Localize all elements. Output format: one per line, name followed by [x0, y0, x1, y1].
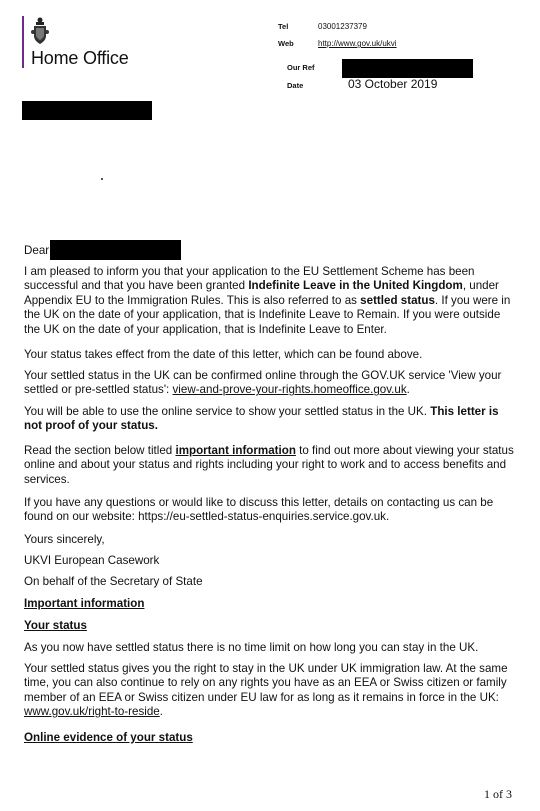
p5-text: Read the section below titled [24, 444, 176, 457]
view-prove-rights-link[interactable]: view-and-prove-your-rights.homeoffice.gov.uk [172, 383, 407, 397]
tel-label: Tel [278, 22, 289, 31]
p3-text: Your settled status in the UK can be confirmed online through the GOV.UK service 'View your settled or pre-settled status': [24, 369, 502, 397]
paragraph-grant [24, 265, 514, 337]
p6-text: If you have any questions or would like to discuss this letter, details on contacting us can be found on our website: https://eu-settled-status-enquiries.service.gov.uk. [24, 496, 494, 524]
p2-text: Your status takes effect from the date of this letter, which can be found above. [24, 348, 423, 361]
page-number: 1 of 3 [484, 787, 512, 801]
paragraph-online [24, 369, 514, 398]
tel-value: 03001237379 [318, 22, 367, 31]
right-to-reside-link[interactable]: www.gov.uk/right-to-reside [24, 705, 160, 719]
paragraph-read-section [24, 444, 514, 487]
p1-text: I am pleased to inform you that your application to the EU Settlement Scheme has been successful and that you have been granted [24, 265, 475, 293]
web-link[interactable]: http://www.gov.uk/ukvi [318, 39, 397, 48]
paragraph-proof [24, 405, 514, 434]
signoff: Yours sincerely, [24, 533, 105, 546]
date-label: Date [287, 81, 304, 90]
p7-text: As you now have settled status there is no time limit on how long you can stay in the UK. [24, 641, 479, 654]
p1-bold-leave: Indefinite Leave in the United Kingdom [248, 279, 463, 293]
heading-important-information: Important information [24, 597, 145, 610]
logo-divider [22, 16, 24, 68]
paragraph-effect [24, 348, 514, 362]
web-label: Web [278, 39, 294, 48]
royal-crest-icon [30, 16, 50, 48]
redacted-name [50, 240, 181, 260]
paragraph-rights [24, 662, 514, 720]
p1-text-3: . If you were in the UK on the date of your application, that is Indefinite Leave to Remain. If you were outside the UK on the date of your application, that is Indefinite Leave to Enter. [24, 293, 511, 336]
date-value: 03 October 2019 [348, 77, 438, 91]
paragraph-questions [24, 496, 514, 525]
on-behalf: On behalf of the Secretary of State [24, 575, 203, 588]
signatory: UKVI European Casework [24, 554, 160, 567]
heading-online-evidence: Online evidence of your status [24, 731, 193, 744]
heading-your-status: Your status [24, 619, 87, 632]
p3-text-end: . [406, 383, 410, 397]
important-information-link[interactable]: important information [175, 444, 296, 457]
p1-text-2: , under Appendix EU to the Immigration Rules. This is also referred to as [24, 279, 499, 307]
organisation-name: Home Office [31, 48, 129, 68]
p4-text: You will be able to use the online service to show your settled status in the UK. [24, 405, 431, 418]
paragraph-no-time-limit [24, 641, 514, 655]
p5-text-end: to find out more about viewing your status online and about your status and rights including your right to work and to access benefits and services. [24, 444, 514, 486]
p1-bold-settled: settled status [360, 293, 435, 307]
ref-label: Our Ref [287, 63, 315, 72]
p8-text: Your settled status gives you the right to stay in the UK under UK immigration law. At the same time, you can also continue to rely on any rights you have as an EEA or Swiss citizen or family member of an EEA or Swiss citizen under EU law for as long as it remains in force in the UK: [24, 662, 508, 704]
redacted-reference [342, 59, 473, 78]
redacted-address [22, 101, 152, 120]
p8-text-end: . [159, 705, 163, 719]
p4-bold-not-proof: This letter is not proof of your status. [24, 405, 499, 433]
stray-mark [101, 178, 103, 180]
salutation-text: Dear [24, 244, 50, 257]
